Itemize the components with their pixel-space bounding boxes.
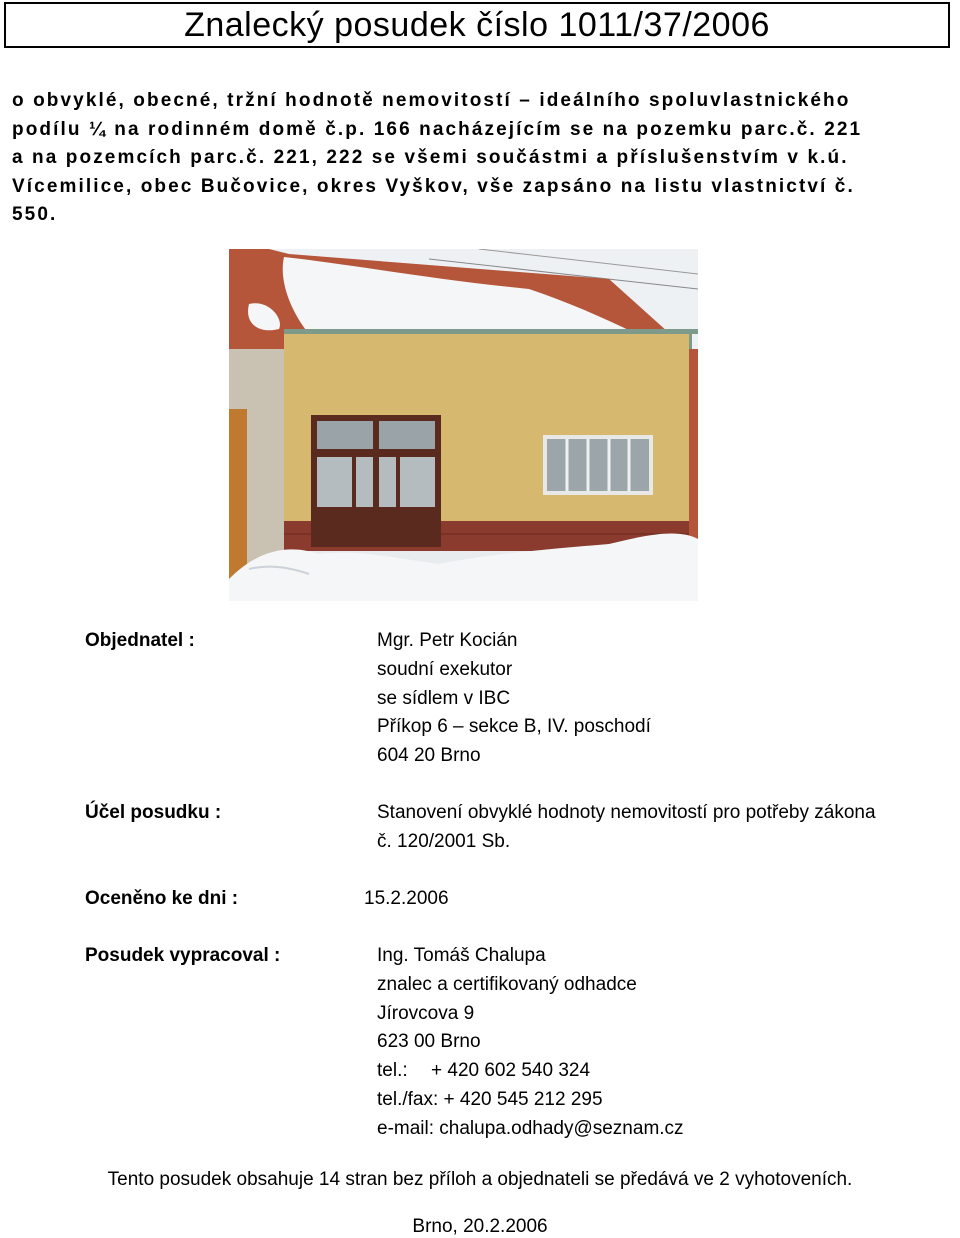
- author-email: e-mail: chalupa.odhady@seznam.cz: [377, 1117, 684, 1139]
- client-line: 604 20 Brno: [377, 745, 481, 767]
- client-details: [377, 627, 651, 771]
- valued-label: Oceněno ke dni :: [85, 888, 239, 909]
- client-line: Příkop 6 – sekce B, IV. poschodí: [377, 716, 651, 738]
- author-line: Ing. Tomáš Chalupa: [377, 945, 546, 966]
- subject-line: o obvyklé, obecné, tržní hodnotě nemovitostí – ideálního spoluvlastnického: [12, 90, 851, 111]
- purpose-line: č. 120/2001 Sb.: [377, 830, 511, 852]
- author-line: 623 00 Brno: [377, 1031, 481, 1053]
- author-fax: tel./fax: + 420 545 212 295: [377, 1088, 603, 1110]
- phone-label: tel.:: [377, 1060, 408, 1082]
- author-phone: [377, 1057, 684, 1086]
- author-line: znalec a certifikovaný odhadce: [377, 973, 637, 995]
- subject-line: 550.: [12, 204, 58, 225]
- client-line: Mgr. Petr Kocián: [377, 630, 518, 651]
- subject-line: Vícemilice, obec Bučovice, okres Vyškov, vše zapsáno na listu vlastnictví č.: [12, 175, 855, 197]
- purpose-line: Stanovení obvyklé hodnoty nemovitostí pro potřeby zákona: [377, 802, 876, 823]
- phone-number: + 420 602 540 324: [431, 1060, 591, 1082]
- footer-note: Tento posudek obsahuje 14 stran bez příloh a objednateli se předává ve 2 vyhotoveních.: [107, 1169, 853, 1190]
- purpose-details: [377, 799, 876, 857]
- client-line: se sídlem v IBC: [377, 687, 511, 709]
- document-title: Znalecký posudek číslo 1011/37/2006: [4, 2, 950, 48]
- purpose-label: Účel posudku :: [85, 802, 222, 823]
- place-date: Brno, 20.2.2006: [412, 1216, 548, 1237]
- subject-description: [12, 87, 952, 230]
- subject-line: a na pozemcích parc.č. 221, 222 se všemi součástmi a příslušenstvím v k.ú.: [12, 147, 849, 168]
- author-line: Jírovcova 9: [377, 1002, 475, 1024]
- valued-date: 15.2.2006: [364, 888, 449, 909]
- client-label: Objednatel :: [85, 630, 195, 651]
- client-line: soudní exekutor: [377, 658, 513, 680]
- house-photo: [229, 249, 698, 601]
- author-label: Posudek vypracoval :: [85, 945, 281, 966]
- subject-line: podílu ¼ na rodinném domě č.p. 166 nacházejícím se na pozemku parc.č. 221: [12, 118, 863, 140]
- author-details: [377, 942, 684, 1144]
